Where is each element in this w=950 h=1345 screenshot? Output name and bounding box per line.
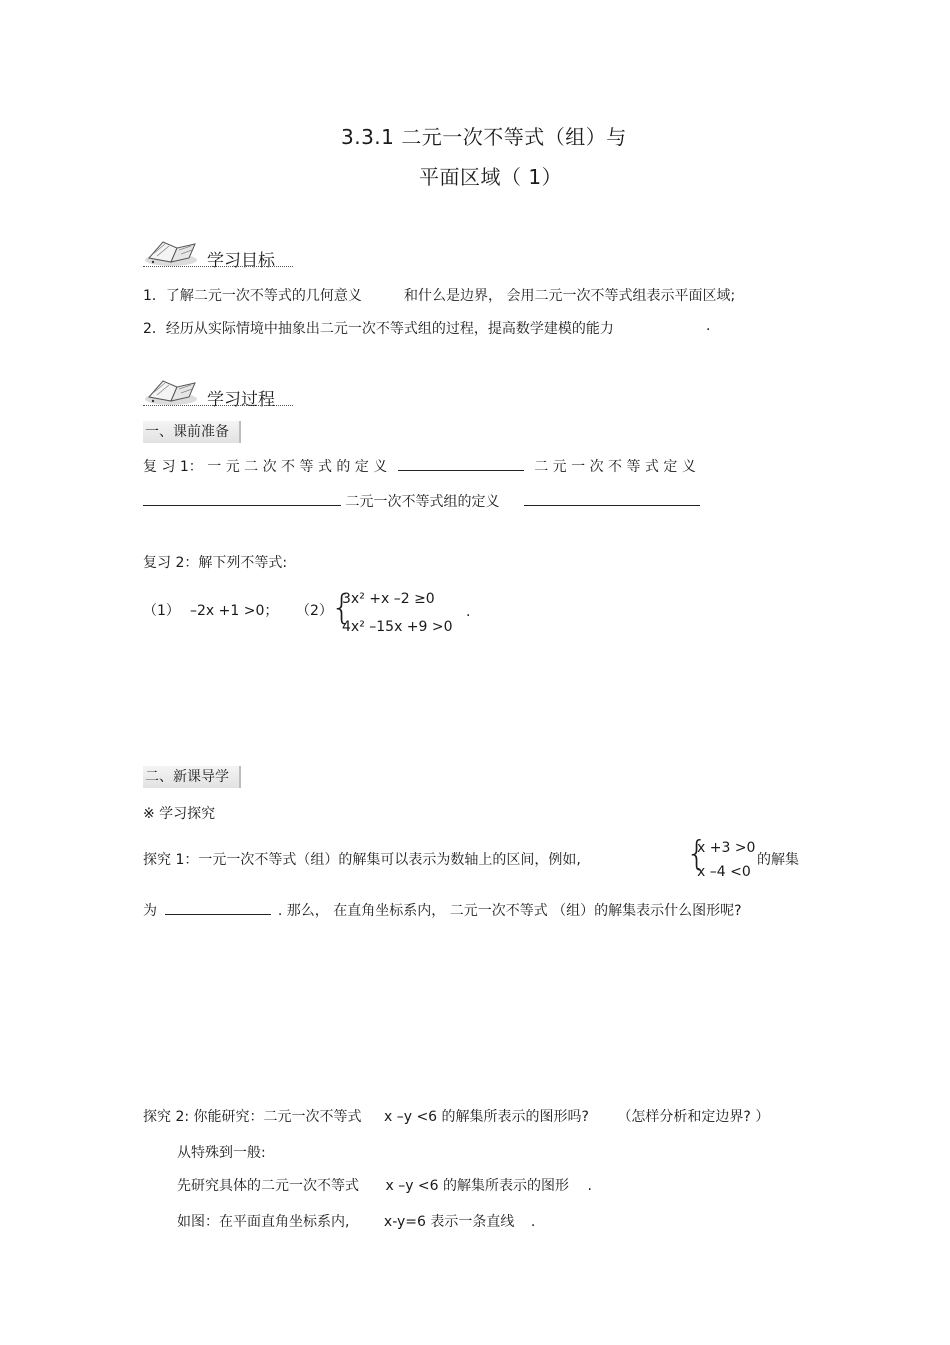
answer-blank[interactable] [524, 491, 700, 506]
title-line-2: 平面区域（ 1） [419, 165, 563, 189]
study-text-b: 的解集所表示的图形 [443, 1178, 570, 1194]
goal-item-2-part-a: 2．经历从实际情境中抽象出二元一次不等式组的过程，提高数学建模的能力 [143, 321, 614, 337]
title-line-1: 3.3.1 二元一次不等式（组）与 [341, 125, 627, 149]
question-2-line-1: 3x² +x –2 ≥0 [342, 591, 435, 607]
tag-preparation: 一、课前准备 [143, 421, 241, 443]
study-text-a: 先研究具体的二元一次不等式 [177, 1178, 359, 1194]
explore-1-text-c: 为 [143, 903, 157, 919]
answer-blank[interactable] [165, 900, 271, 915]
explore-1-line-2 [143, 900, 742, 920]
heading-underline [143, 266, 293, 267]
review-1-text-a: 复 习 1： 一 元 二 次 不 等 式 的 定 义 [143, 459, 388, 475]
special-to-general: 从特殊到一般: [177, 1145, 266, 1161]
explore-1-text-b: 的解集 [757, 852, 799, 868]
explore-2-text-a: 探究 2: 你能研究：二元一次不等式 [143, 1109, 362, 1125]
open-book-icon [143, 375, 203, 407]
heading-underline [143, 405, 293, 406]
review-1-line-a [143, 456, 696, 476]
question-1-label: （1） [143, 603, 180, 619]
review-1-text-b: 二 元 一 次 不 等 式 定 义 [534, 459, 696, 475]
review-1-line-b [143, 491, 700, 511]
explore-2-line [143, 1106, 769, 1126]
system-line-1: x +3 >0 [697, 840, 756, 856]
section-heading-label: 学习目标 [207, 251, 275, 271]
explore-2-text-c: （怎样分析和定边界? ） [617, 1109, 770, 1125]
section-heading-process [143, 375, 293, 411]
answer-blank[interactable] [398, 456, 524, 471]
study-text-c: . [587, 1178, 592, 1194]
figure-expression: x-y=6 [383, 1214, 426, 1230]
explore-1-text-a: 探究 1：一元一次不等式（组）的解集可以表示为数轴上的区间，例如, [143, 852, 581, 868]
figure-line [177, 1211, 535, 1231]
explore-2-expression: x –y <6 [383, 1109, 438, 1125]
goal-item-2-part-b: . [706, 318, 711, 334]
figure-text-c: . [530, 1214, 536, 1230]
open-book-icon [143, 236, 203, 268]
review-2: 复习 2：解下列不等式: [143, 555, 288, 571]
figure-text-a: 如图：在平面直角坐标系内, [177, 1214, 350, 1230]
question-2-line-2: 4x² –15x +9 >0 [342, 619, 453, 635]
left-brace: { [331, 588, 353, 628]
review-1-text-c: 二元一次不等式组的定义 [345, 494, 500, 510]
study-expression: x –y <6 [385, 1178, 439, 1194]
goal-item-1-part-a: 1．了解二元一次不等式的几何意义 [143, 288, 362, 304]
section-heading-label: 学习过程 [207, 390, 275, 410]
question-2-end: . [466, 604, 471, 620]
system-line-2: x –4 <0 [697, 864, 751, 880]
explore-1-text-d: . 那么， 在直角坐标系内， 二元一次不等式 （组）的解集表示什么图形呢? [277, 903, 742, 919]
study-line [177, 1175, 592, 1195]
goal-item-1-part-b: 和什么是边界， 会用二元一次不等式组表示平面区域; [404, 288, 736, 304]
explore-2-text-b: 的解集所表示的图形吗? [441, 1109, 589, 1125]
tag-new-lesson: 二、新课导学 [143, 766, 241, 788]
explore-heading: ※ 学习探究 [143, 806, 216, 822]
section-heading-goals [143, 236, 293, 272]
question-2-label: （2） [296, 603, 333, 619]
figure-text-b: 表示一条直线 [430, 1214, 515, 1230]
left-brace: { [686, 834, 708, 874]
question-1-expression: –2x +1 >0； [190, 603, 279, 619]
answer-blank[interactable] [143, 491, 341, 506]
